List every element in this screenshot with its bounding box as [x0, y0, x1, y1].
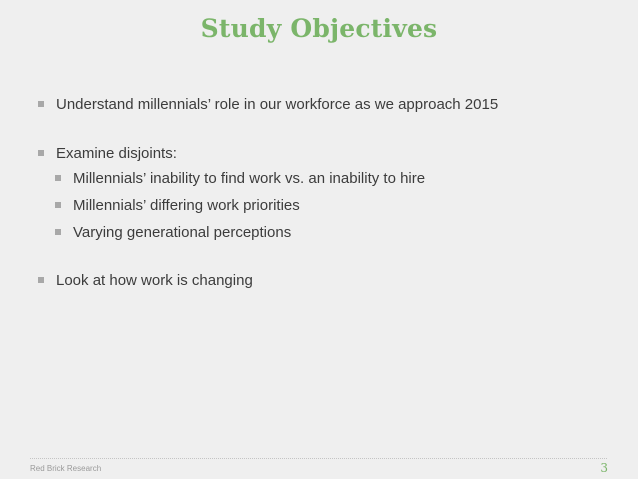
footer-source: Red Brick Research — [30, 464, 102, 473]
bullet-text: Understand millennials’ role in our workforce as we approach 2015 — [56, 95, 499, 113]
square-bullet-icon — [38, 277, 44, 283]
bullet-text: Examine disjoints: — [56, 144, 177, 162]
sub-bullet-text: Varying generational perceptions — [73, 223, 292, 241]
page-number: 3 — [600, 461, 608, 475]
sub-bullet-text: Millennials’ inability to find work vs. an inability to hire — [73, 169, 426, 187]
sub-bullet-item — [55, 194, 618, 216]
bullet-text: Look at how work is changing — [56, 271, 253, 289]
square-bullet-icon — [55, 229, 61, 235]
footer-divider — [30, 458, 607, 459]
square-bullet-icon — [38, 101, 44, 107]
sub-bullet-item — [55, 221, 618, 243]
square-bullet-icon — [38, 150, 44, 156]
sub-bullet-item — [55, 167, 618, 189]
bullet-item — [38, 142, 618, 164]
slide-title: Study Objectives — [200, 14, 438, 43]
bullet-item — [38, 269, 618, 291]
bullet-item — [38, 93, 618, 115]
sub-bullet-text: Millennials’ differing work priorities — [73, 196, 300, 214]
square-bullet-icon — [55, 202, 61, 208]
square-bullet-icon — [55, 175, 61, 181]
bullet-list — [38, 93, 618, 291]
